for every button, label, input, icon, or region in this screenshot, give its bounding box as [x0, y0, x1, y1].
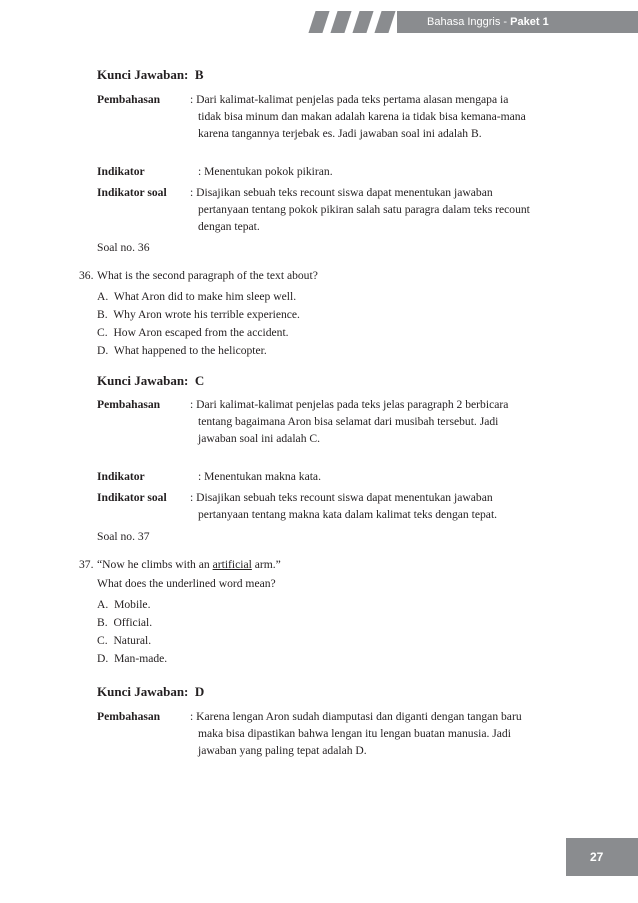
soal-number-36: Soal no. 36 [97, 241, 150, 254]
option-a: A. What Aron did to make him sleep well. [97, 290, 297, 303]
answer-label: Kunci Jawaban: [97, 684, 189, 699]
question-37-quote: “Now he climbs with an artificial arm.” [97, 558, 281, 571]
explanation-line: jawaban yang paling tepat adalah D. [198, 744, 367, 757]
question-36-number: 36. [79, 269, 94, 282]
indicator-soal-label: Indikator soal [97, 186, 167, 199]
indicator-label: Indikator [97, 165, 145, 178]
question-37-text: What does the underlined word mean? [97, 577, 276, 590]
option-a: A. Mobile. [97, 598, 151, 611]
explanation-line: jawaban soal ini adalah C. [198, 432, 321, 445]
answer-value: D [194, 684, 205, 699]
indicator-soal-line: dengan tepat. [198, 220, 260, 233]
explanation-label: Pembahasan [97, 710, 161, 723]
indicator-text: : Menentukan pokok pikiran. [198, 165, 333, 178]
explanation-line: maka bisa dipastikan bahwa lengan itu lengan buatan manusia. Jadi [198, 727, 511, 740]
indicator-soal-line: : Disajikan sebuah teks recount siswa dapat menentukan jawaban [190, 491, 493, 504]
header-package: Paket 1 [510, 16, 549, 28]
question-37-number: 37. [79, 558, 94, 571]
explanation-label: Pembahasan [97, 398, 161, 411]
explanation-line: : Dari kalimat-kalimat penjelas pada teks jelas paragraph 2 berbicara [190, 398, 509, 411]
answer-label: Kunci Jawaban: [97, 67, 189, 82]
indicator-soal-label: Indikator soal [97, 491, 167, 504]
question-36-text: What is the second paragraph of the text about? [97, 269, 318, 282]
indicator-label: Indikator [97, 470, 145, 483]
page-number: 27 [566, 838, 638, 876]
header-stripe-1 [308, 11, 329, 33]
option-d: D. Man-made. [97, 652, 168, 665]
header-stripe-3 [352, 11, 373, 33]
option-c: C. How Aron escaped from the accident. [97, 326, 289, 339]
header-stripe-4 [374, 11, 395, 33]
answer-key-1 [97, 68, 204, 82]
answer-label: Kunci Jawaban: [97, 373, 189, 388]
explanation-line: : Dari kalimat-kalimat penjelas pada teks pertama alasan mengapa ia [190, 93, 509, 106]
indicator-soal-2 [190, 489, 497, 523]
answer-value: B [194, 67, 204, 82]
answer-value: C [194, 373, 205, 388]
indicator-soal-line: pertanyaan tentang makna kata dalam kalimat teks dengan tepat. [198, 508, 498, 521]
soal-number-37: Soal no. 37 [97, 530, 150, 543]
explanation-line: : Karena lengan Aron sudah diamputasi dan diganti dengan tangan baru [190, 710, 522, 723]
answer-key-3 [97, 685, 204, 699]
indicator-text: : Menentukan makna kata. [198, 470, 321, 483]
option-b: B. Why Aron wrote his terrible experience. [97, 308, 300, 321]
explanation-1 [190, 91, 526, 142]
explanation-2 [190, 396, 508, 447]
option-d: D. What happened to the helicopter. [97, 344, 267, 357]
option-b: B. Official. [97, 616, 153, 629]
explanation-3 [190, 708, 522, 759]
indicator-soal-1 [190, 184, 530, 235]
indicator-soal-line: : Disajikan sebuah teks recount siswa dapat menentukan jawaban [190, 186, 493, 199]
indicator-soal-line: pertanyaan tentang pokok pikiran salah satu paragra dalam teks recount [198, 203, 530, 216]
header-stripe-2 [330, 11, 351, 33]
explanation-line: tidak bisa minum dan makan adalah karena ia tidak bisa kemana-mana [198, 110, 526, 123]
underlined-word: artificial [212, 558, 252, 571]
explanation-line: karena tangannya terjebak es. Jadi jawaban soal ini adalah B. [198, 127, 482, 140]
explanation-line: tentang bagaimana Aron bisa selamat dari musibah tersebut. Jadi [198, 415, 499, 428]
answer-key-2 [97, 374, 204, 388]
header-bar [397, 11, 638, 33]
option-c: C. Natural. [97, 634, 152, 647]
explanation-label: Pembahasan [97, 93, 161, 106]
header-subject: Bahasa Inggris - [427, 16, 511, 28]
